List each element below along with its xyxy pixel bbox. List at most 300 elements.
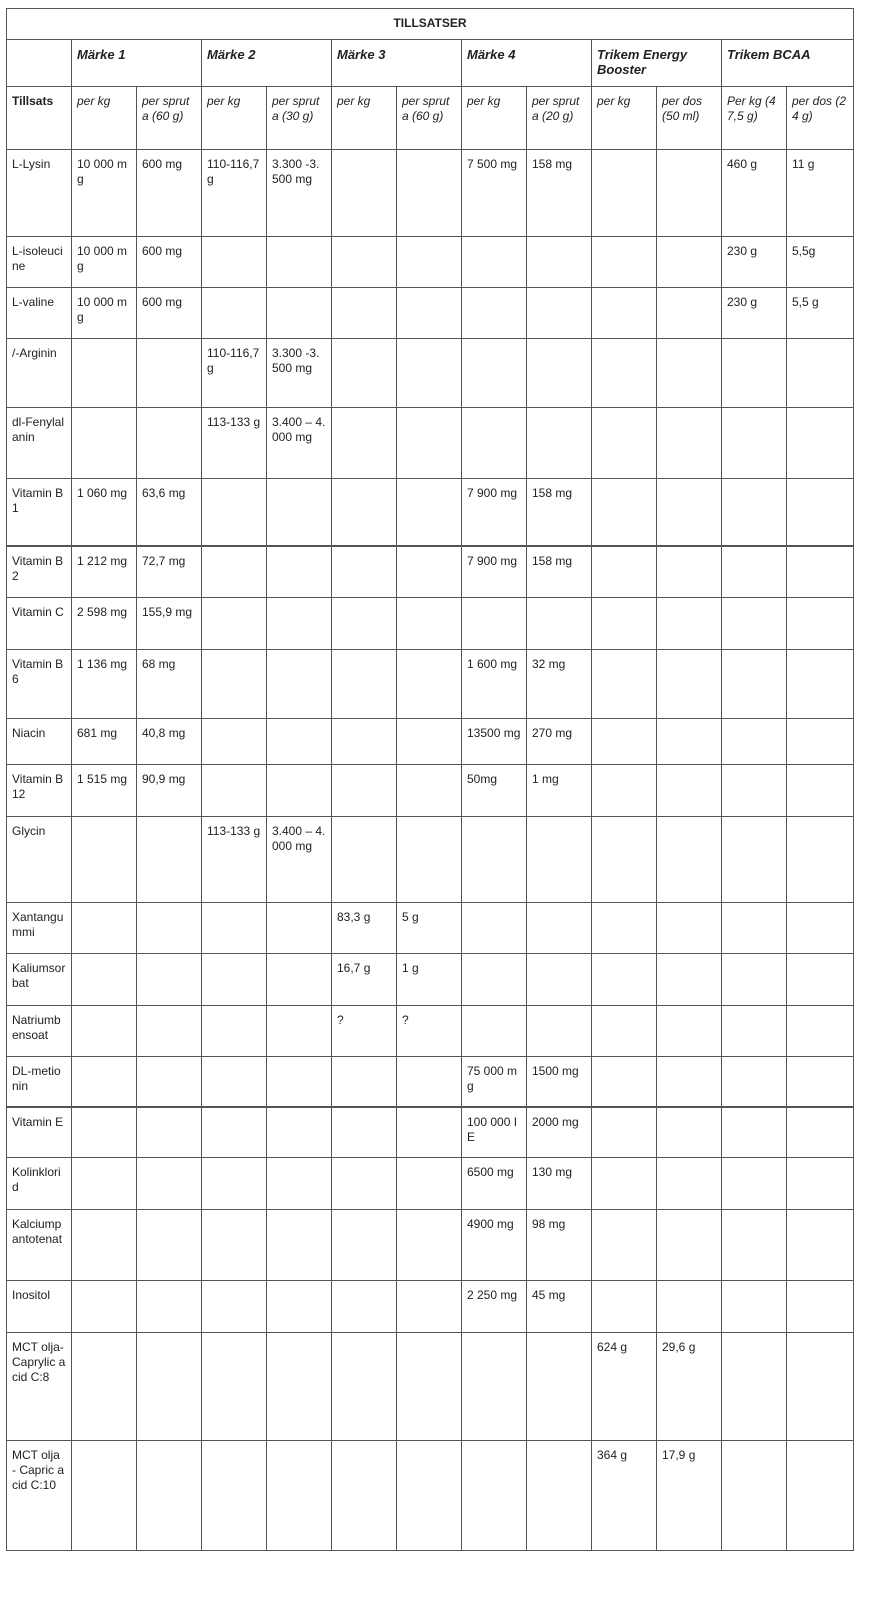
subheader-unit: per spruta (30 g) [267,87,332,150]
value-cell [72,1441,137,1551]
value-cell: 113-133 g [202,817,267,903]
value-cell [267,598,332,650]
value-cell [527,954,592,1006]
value-cell [137,1006,202,1057]
value-cell [397,288,462,339]
value-cell [527,288,592,339]
value-cell [202,719,267,765]
table-row [7,150,854,237]
value-cell [397,1158,462,1210]
value-cell [787,650,854,719]
value-cell [332,1333,397,1441]
value-cell: 5 g [397,903,462,954]
table-row [7,408,854,479]
value-cell [722,1210,787,1281]
value-cell [722,546,787,598]
value-cell [787,598,854,650]
value-cell [267,546,332,598]
value-cell [592,817,657,903]
value-cell [397,650,462,719]
value-cell [202,954,267,1006]
value-cell [722,1441,787,1551]
value-cell: 1500 mg [527,1057,592,1107]
value-cell [267,288,332,339]
value-cell: 3.300 -3.500 mg [267,150,332,237]
value-cell [657,903,722,954]
value-cell [657,479,722,546]
brand-header-energy-booster: Trikem Energy Booster [592,40,722,87]
value-cell [267,237,332,288]
value-cell [267,765,332,817]
value-cell [462,903,527,954]
value-cell: 681 mg [72,719,137,765]
value-cell [722,1057,787,1107]
value-cell [592,903,657,954]
subheader-unit: per dos (50 ml) [657,87,722,150]
value-cell [202,1158,267,1210]
value-cell [332,288,397,339]
value-cell [787,765,854,817]
value-cell: 600 mg [137,288,202,339]
table-row [7,1441,854,1551]
value-cell [202,546,267,598]
table-row [7,598,854,650]
value-cell: 63,6 mg [137,479,202,546]
value-cell [592,339,657,408]
value-cell: 4900 mg [462,1210,527,1281]
brand-header-empty [7,40,72,87]
value-cell [787,479,854,546]
value-cell [527,408,592,479]
value-cell [722,765,787,817]
value-cell: 130 mg [527,1158,592,1210]
value-cell: 110-116,7 g [202,150,267,237]
brand-header-4: Märke 4 [462,40,592,87]
value-cell [657,650,722,719]
value-cell [72,1006,137,1057]
value-cell [202,288,267,339]
value-cell [657,765,722,817]
value-cell [657,719,722,765]
table-row [7,1107,854,1158]
value-cell [202,903,267,954]
value-cell [137,1333,202,1441]
value-cell: 32 mg [527,650,592,719]
value-cell [202,1210,267,1281]
value-cell [72,817,137,903]
value-cell: 2000 mg [527,1107,592,1158]
value-cell [722,1333,787,1441]
table-row [7,765,854,817]
value-cell [72,1333,137,1441]
value-cell [202,1057,267,1107]
value-cell [527,903,592,954]
value-cell [202,479,267,546]
value-cell [397,408,462,479]
value-cell: 3.400 – 4.000 mg [267,408,332,479]
table-row [7,817,854,903]
value-cell [592,598,657,650]
value-cell [657,408,722,479]
additive-name: Kolinklorid [7,1158,72,1210]
value-cell: 6500 mg [462,1158,527,1210]
value-cell: 5,5g [787,237,854,288]
value-cell [592,1057,657,1107]
value-cell [787,1281,854,1333]
value-cell [657,1158,722,1210]
value-cell [787,954,854,1006]
value-cell [137,903,202,954]
value-cell: 11 g [787,150,854,237]
value-cell [527,1441,592,1551]
additive-name: Kaliumsorbat [7,954,72,1006]
value-cell [267,1057,332,1107]
value-cell [332,408,397,479]
value-cell [137,1158,202,1210]
value-cell [787,408,854,479]
value-cell: 624 g [592,1333,657,1441]
value-cell [397,546,462,598]
value-cell [527,817,592,903]
value-cell: 90,9 mg [137,765,202,817]
value-cell [657,598,722,650]
value-cell [137,1281,202,1333]
additives-table [6,8,854,1551]
value-cell: 7 900 mg [462,546,527,598]
table-row [7,1281,854,1333]
value-cell: 110-116,7 g [202,339,267,408]
value-cell [657,1281,722,1333]
value-cell [787,1158,854,1210]
value-cell [722,598,787,650]
value-cell [267,650,332,719]
value-cell [722,719,787,765]
value-cell [397,1333,462,1441]
value-cell: 5,5 g [787,288,854,339]
additive-name: Vitamin B1 [7,479,72,546]
value-cell [72,1210,137,1281]
value-cell: 270 mg [527,719,592,765]
value-cell: 100 000 IE [462,1107,527,1158]
value-cell: 7 500 mg [462,150,527,237]
value-cell [722,408,787,479]
table-row [7,719,854,765]
value-cell: 600 mg [137,237,202,288]
value-cell: 230 g [722,288,787,339]
additive-name: Niacin [7,719,72,765]
subheader-unit: per spruta (20 g) [527,87,592,150]
value-cell [722,954,787,1006]
subheader-unit: per kg [332,87,397,150]
value-cell [787,1057,854,1107]
value-cell [332,1281,397,1333]
value-cell [592,1281,657,1333]
value-cell [72,1057,137,1107]
additive-name: MCT olja- Caprylic acid C:8 [7,1333,72,1441]
value-cell [592,954,657,1006]
table-row [7,479,854,546]
subheader-unit: per kg [202,87,267,150]
table-title: TILLSATSER [7,9,854,40]
value-cell [397,1057,462,1107]
value-cell: 10 000 mg [72,288,137,339]
additive-name: Vitamin E [7,1107,72,1158]
value-cell [657,1107,722,1158]
value-cell [657,817,722,903]
table-row [7,1006,854,1057]
value-cell: 75 000 mg [462,1057,527,1107]
value-cell [722,650,787,719]
value-cell [202,1006,267,1057]
subheader-tillsats: Tillsats [7,87,72,150]
value-cell [137,1210,202,1281]
table-row [7,546,854,598]
value-cell [722,339,787,408]
value-cell: ? [397,1006,462,1057]
value-cell [657,954,722,1006]
value-cell: 17,9 g [657,1441,722,1551]
value-cell: 1 515 mg [72,765,137,817]
value-cell [137,408,202,479]
value-cell [527,339,592,408]
value-cell: 29,6 g [657,1333,722,1441]
value-cell [267,1107,332,1158]
brand-header-bcaa: Trikem BCAA [722,40,854,87]
value-cell: 600 mg [137,150,202,237]
value-cell [137,1107,202,1158]
value-cell [787,546,854,598]
additive-name: Kalciumpantotenat [7,1210,72,1281]
value-cell [787,1441,854,1551]
value-cell [332,1057,397,1107]
value-cell [462,1441,527,1551]
value-cell [462,339,527,408]
value-cell [397,1281,462,1333]
value-cell [202,1281,267,1333]
value-cell [592,408,657,479]
value-cell [657,1057,722,1107]
value-cell: 230 g [722,237,787,288]
additive-name: L-isoleucine [7,237,72,288]
value-cell: 13500 mg [462,719,527,765]
additive-name: Vitamin B2 [7,546,72,598]
value-cell [657,288,722,339]
subheader-unit: per kg [72,87,137,150]
subheader-unit: Per kg (47,5 g) [722,87,787,150]
value-cell [657,546,722,598]
value-cell [787,903,854,954]
value-cell [267,903,332,954]
value-cell [527,237,592,288]
value-cell [332,765,397,817]
value-cell [397,765,462,817]
value-cell [787,817,854,903]
value-cell [722,903,787,954]
value-cell: 2 250 mg [462,1281,527,1333]
value-cell [267,1333,332,1441]
additive-name: MCT olja - Capric acid C:10 [7,1441,72,1551]
value-cell: 1 g [397,954,462,1006]
value-cell [462,1333,527,1441]
value-cell [722,1006,787,1057]
value-cell [592,719,657,765]
value-cell: 98 mg [527,1210,592,1281]
value-cell [332,817,397,903]
value-cell: 3.400 – 4.000 mg [267,817,332,903]
value-cell [202,598,267,650]
value-cell [72,1281,137,1333]
value-cell [267,1441,332,1551]
value-cell [332,1441,397,1551]
value-cell [592,765,657,817]
value-cell [397,339,462,408]
value-cell [332,1107,397,1158]
additive-name: DL-metionin [7,1057,72,1107]
additive-name: dl-Fenylalanin [7,408,72,479]
value-cell: 16,7 g [332,954,397,1006]
value-cell [722,479,787,546]
value-cell [787,339,854,408]
value-cell [592,288,657,339]
value-cell: 1 mg [527,765,592,817]
value-cell [527,1006,592,1057]
value-cell [657,237,722,288]
value-cell [787,1210,854,1281]
value-cell [332,237,397,288]
value-cell [72,1107,137,1158]
value-cell: 72,7 mg [137,546,202,598]
value-cell [592,479,657,546]
value-cell [462,817,527,903]
value-cell: 1 060 mg [72,479,137,546]
value-cell [722,1107,787,1158]
value-cell: 364 g [592,1441,657,1551]
table-row [7,650,854,719]
value-cell [657,150,722,237]
subheader-unit: per spruta (60 g) [137,87,202,150]
value-cell: 460 g [722,150,787,237]
subheader-unit: per kg [592,87,657,150]
value-cell: 1 136 mg [72,650,137,719]
value-cell [787,1333,854,1441]
value-cell [787,719,854,765]
value-cell [332,1158,397,1210]
value-cell [267,1006,332,1057]
subheader-unit: per kg [462,87,527,150]
additive-name: Glycin [7,817,72,903]
value-cell [332,598,397,650]
value-cell [202,1107,267,1158]
value-cell: 83,3 g [332,903,397,954]
value-cell: 2 598 mg [72,598,137,650]
value-cell [462,408,527,479]
additive-name: L-valine [7,288,72,339]
value-cell: 68 mg [137,650,202,719]
table-row [7,1057,854,1107]
additive-name: /-Arginin [7,339,72,408]
value-cell [137,817,202,903]
value-cell [332,150,397,237]
additive-name: Vitamin B6 [7,650,72,719]
value-cell: 113-133 g [202,408,267,479]
value-cell [332,1210,397,1281]
value-cell: 10 000 mg [72,237,137,288]
value-cell [657,339,722,408]
value-cell [462,954,527,1006]
additive-name: Natriumbensoat [7,1006,72,1057]
table-row [7,1210,854,1281]
value-cell [657,1210,722,1281]
value-cell [592,150,657,237]
value-cell [397,237,462,288]
value-cell: 3.300 -3.500 mg [267,339,332,408]
value-cell [137,1057,202,1107]
value-cell [462,288,527,339]
value-cell [462,1006,527,1057]
value-cell: ? [332,1006,397,1057]
table-row [7,237,854,288]
value-cell [657,1006,722,1057]
value-cell [397,719,462,765]
additive-name: L-Lysin [7,150,72,237]
value-cell: 158 mg [527,546,592,598]
additive-name: Vitamin B12 [7,765,72,817]
value-cell [202,237,267,288]
additive-name: Xantangummi [7,903,72,954]
value-cell [592,1158,657,1210]
value-cell: 158 mg [527,479,592,546]
subheader-row [7,87,854,150]
value-cell: 10 000 mg [72,150,137,237]
value-cell [787,1107,854,1158]
value-cell [137,1441,202,1551]
value-cell [332,650,397,719]
value-cell [72,1158,137,1210]
value-cell: 155,9 mg [137,598,202,650]
value-cell [137,954,202,1006]
table-row [7,1158,854,1210]
table-row [7,288,854,339]
value-cell [397,1441,462,1551]
value-cell: 1 600 mg [462,650,527,719]
value-cell [202,650,267,719]
value-cell [202,765,267,817]
value-cell [527,1333,592,1441]
value-cell [722,1281,787,1333]
value-cell [397,817,462,903]
value-cell: 158 mg [527,150,592,237]
value-cell [462,237,527,288]
value-cell [202,1441,267,1551]
value-cell [332,546,397,598]
value-cell [592,546,657,598]
table-row [7,903,854,954]
value-cell [397,598,462,650]
value-cell [592,1210,657,1281]
brand-header-3: Märke 3 [332,40,462,87]
value-cell [592,237,657,288]
value-cell [787,1006,854,1057]
value-cell [332,719,397,765]
value-cell [722,817,787,903]
value-cell [592,650,657,719]
value-cell [332,339,397,408]
brand-header-1: Märke 1 [72,40,202,87]
value-cell [527,598,592,650]
value-cell [267,719,332,765]
value-cell [267,479,332,546]
value-cell [267,1158,332,1210]
